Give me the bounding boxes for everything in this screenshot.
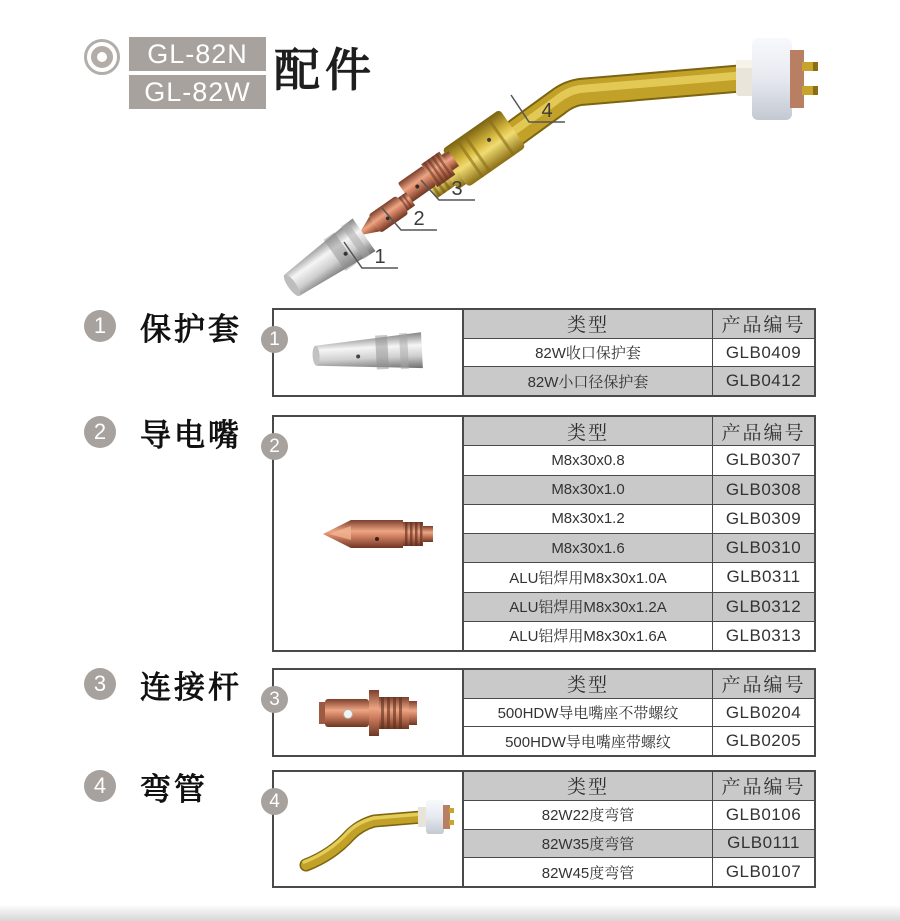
- section-3-title: 连接杆: [140, 669, 242, 705]
- bullet-ring-icon: [84, 39, 120, 75]
- table-header-row: 类型 产品编号: [464, 417, 814, 446]
- section-1-panel-badge: 1: [261, 326, 288, 353]
- contact-tip-thumbnail: [293, 489, 443, 579]
- page-title: 配件: [274, 45, 376, 96]
- section-1-unit: [269, 308, 816, 397]
- table-row: ALU铝焊用M8x30x1.0A GLB0311: [464, 563, 814, 592]
- section-1-title: 保护套: [140, 311, 242, 347]
- table-row: 500HDW导电嘴座不带螺纹 GLB0204: [464, 699, 814, 728]
- callout-3: 3: [451, 178, 463, 200]
- model-badge-gl82n: GL-82N: [129, 37, 266, 71]
- nozzle-thumbnail: [288, 318, 448, 388]
- section-1-image-panel: [269, 310, 464, 395]
- table-row: M8x30x1.2 GLB0309: [464, 505, 814, 534]
- table-row: 82W45度弯管 GLB0107: [464, 858, 814, 886]
- table-row: M8x30x1.6 GLB0310: [464, 534, 814, 563]
- table-row: 82W22度弯管 GLB0106: [464, 801, 814, 830]
- bent-tube-thumbnail: [282, 779, 454, 879]
- table-row: 82W35度弯管 GLB0111: [464, 830, 814, 859]
- callout-2: 2: [413, 208, 425, 230]
- section-2-unit: [269, 415, 816, 652]
- part1-nozzle-illustration: [277, 218, 375, 304]
- table-header-row: 类型 产品编号: [464, 310, 814, 339]
- tip-holder-thumbnail: [293, 678, 443, 748]
- table-row: M8x30x1.0 GLB0308: [464, 476, 814, 505]
- table-row: 82W收口保护套 GLB0409: [464, 339, 814, 368]
- section-4-number-badge: 4: [84, 770, 116, 802]
- section-3-number-badge: 3: [84, 668, 116, 700]
- model-badge-gl82w: GL-82W: [129, 75, 266, 109]
- section-1-number-badge: 1: [84, 310, 116, 342]
- table-row: 500HDW导电嘴座带螺纹 GLB0205: [464, 727, 814, 755]
- rear-connector-illustration: [736, 38, 818, 120]
- section-1-header: [84, 308, 242, 347]
- section-3-image-panel: [269, 670, 464, 755]
- section-4-panel-badge: 4: [261, 788, 288, 815]
- section-1-table: [464, 310, 814, 395]
- section-4-title: 弯管: [140, 771, 208, 807]
- table-row: ALU铝焊用M8x30x1.6A GLB0313: [464, 622, 814, 650]
- table-header-row: 类型 产品编号: [464, 772, 814, 801]
- callout-1: 1: [374, 246, 386, 268]
- section-2-header: [84, 414, 242, 453]
- exploded-torch-diagram: [258, 20, 880, 305]
- table-row: ALU铝焊用M8x30x1.2A GLB0312: [464, 593, 814, 622]
- section-2-image-panel: [269, 417, 464, 650]
- section-3-panel-badge: 3: [261, 686, 288, 713]
- section-4-unit: [269, 770, 816, 888]
- table-row: M8x30x0.8 GLB0307: [464, 446, 814, 475]
- callout-4: 4: [541, 100, 553, 122]
- section-3-header: [84, 666, 242, 705]
- section-4-image-panel: [269, 772, 464, 886]
- table-row: 82W小口径保护套 GLB0412: [464, 367, 814, 395]
- footer-gradient-bar: [0, 905, 900, 921]
- section-2-title: 导电嘴: [140, 417, 242, 453]
- section-2-number-badge: 2: [84, 416, 116, 448]
- table-header-row: 类型 产品编号: [464, 670, 814, 699]
- section-3-table: [464, 670, 814, 755]
- section-2-table: [464, 417, 814, 650]
- section-3-unit: [269, 668, 816, 757]
- section-4-header: [84, 768, 208, 807]
- section-4-table: [464, 772, 814, 886]
- section-2-panel-badge: 2: [261, 433, 288, 460]
